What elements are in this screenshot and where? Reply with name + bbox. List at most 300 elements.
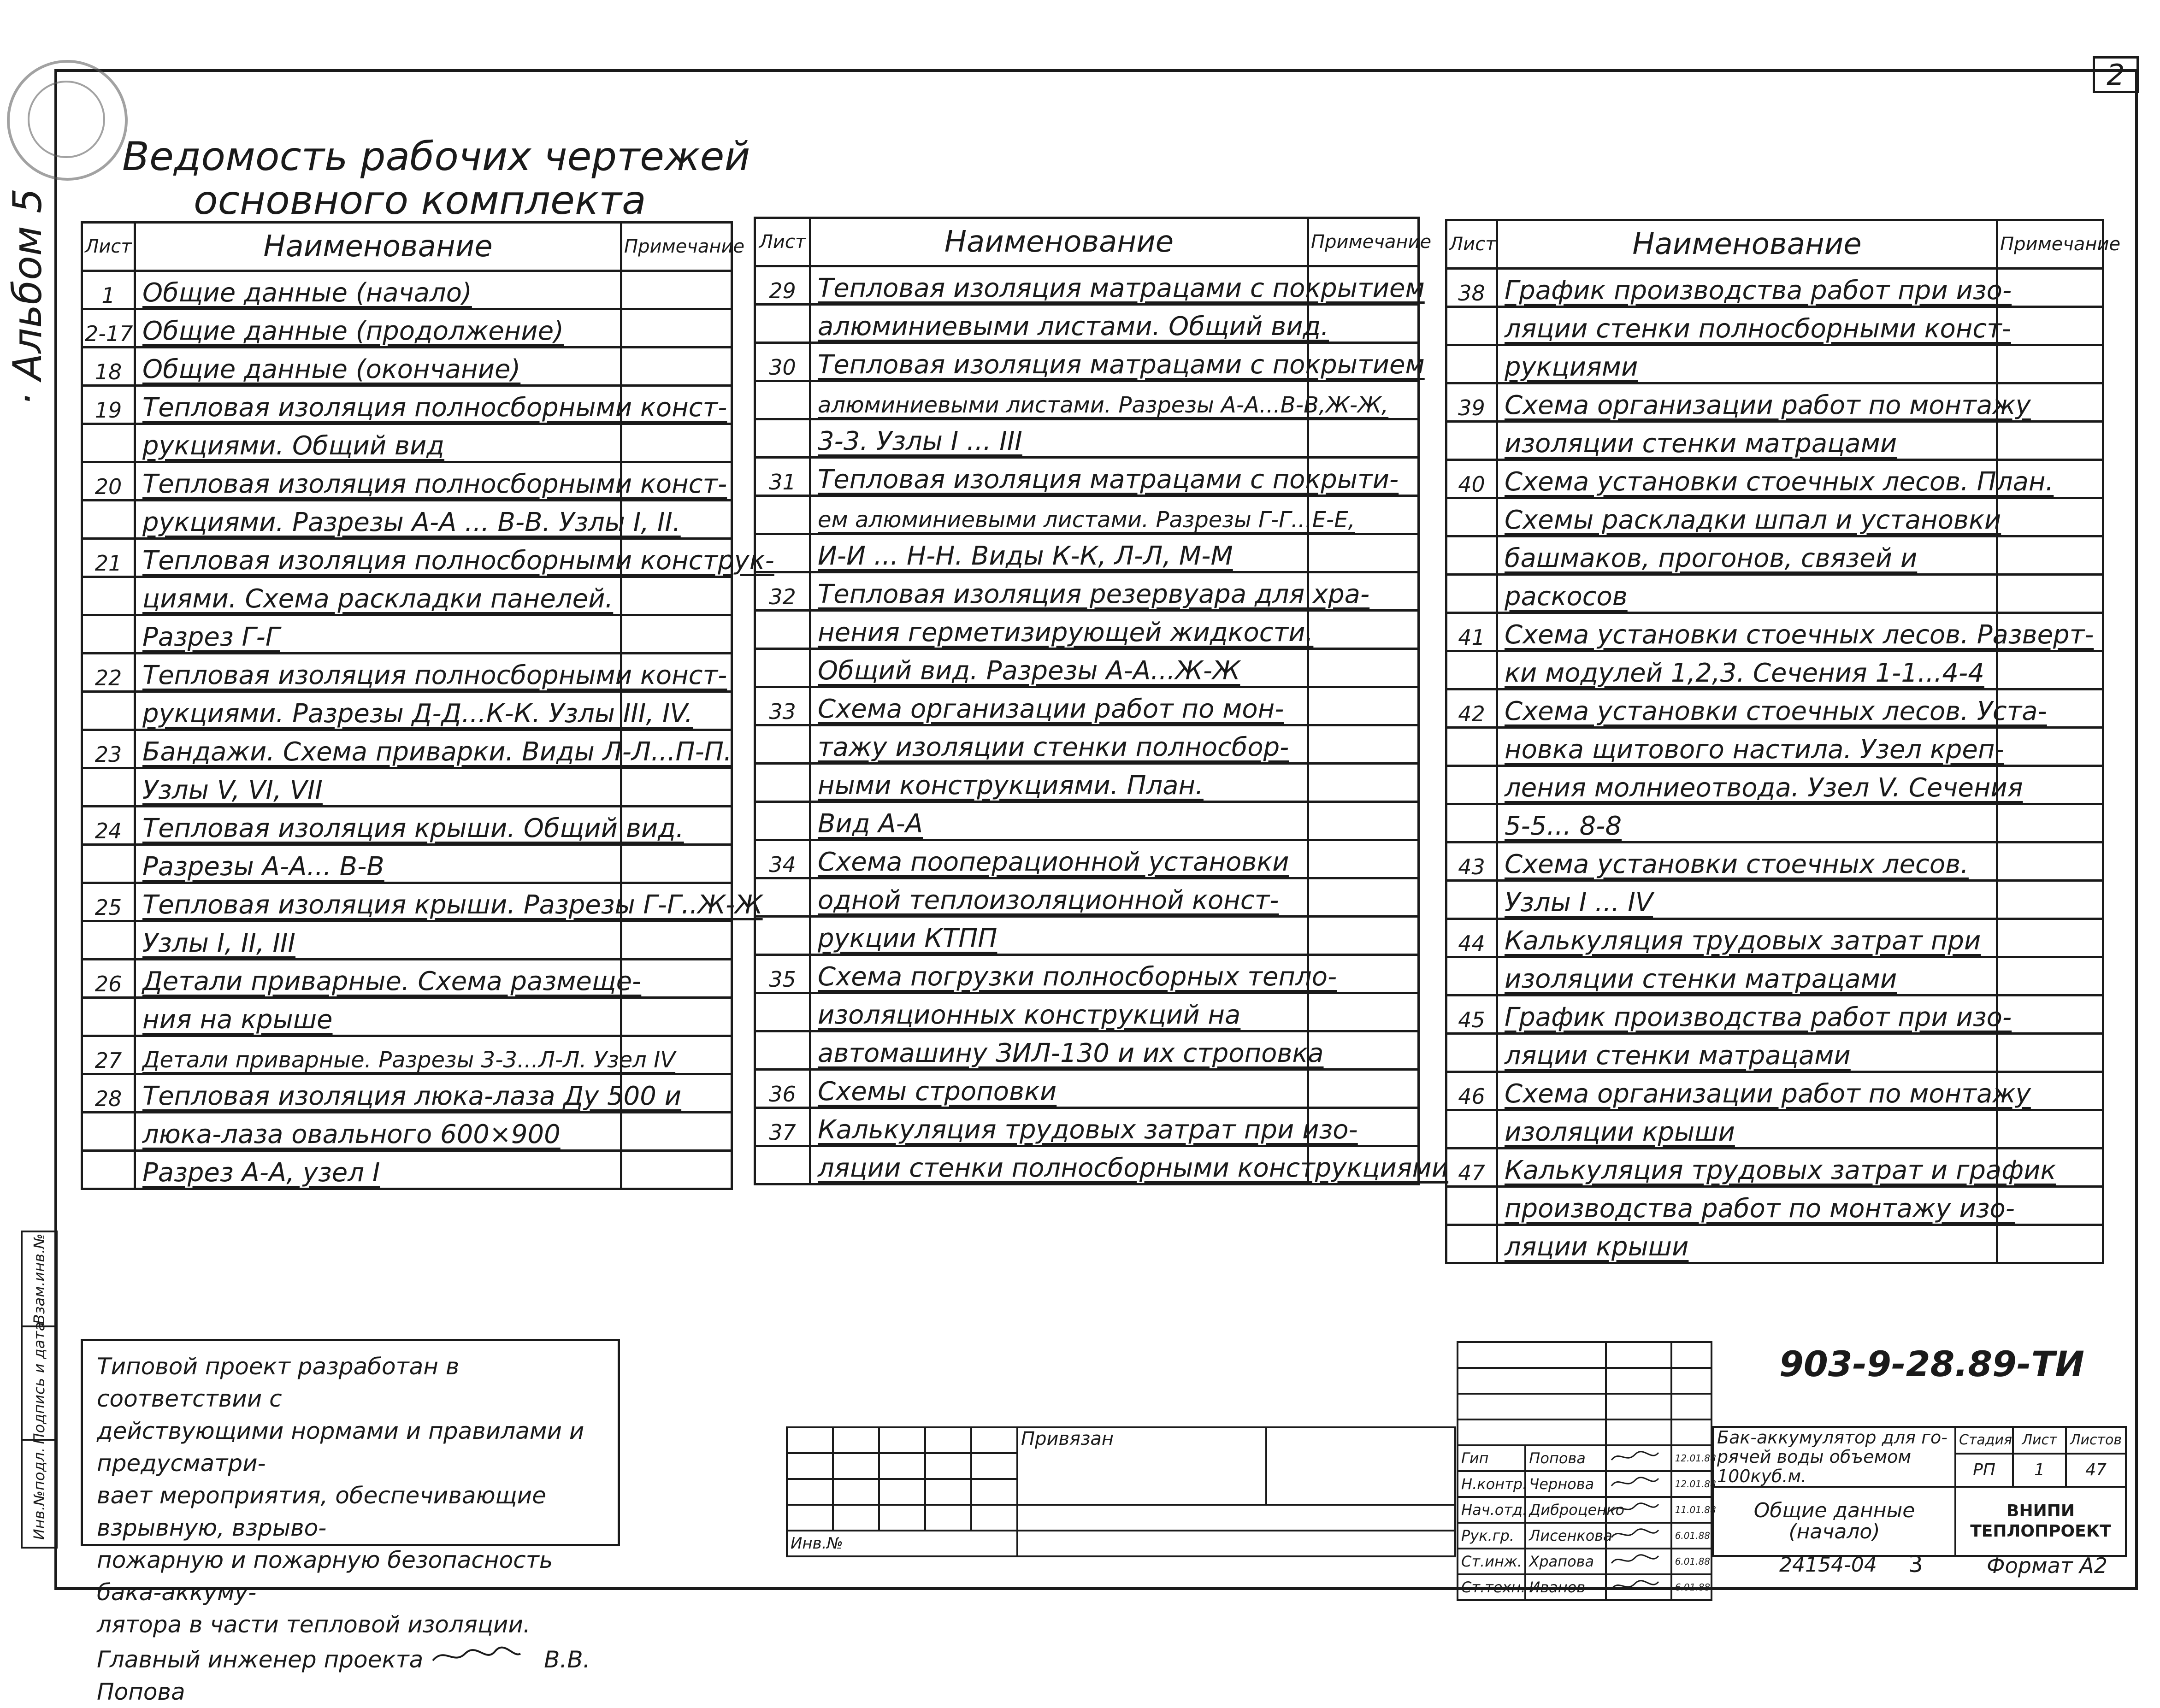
sheet-number: 34 bbox=[755, 840, 810, 878]
table-row bbox=[755, 802, 1419, 840]
approval-date: 6.01.88 bbox=[1671, 1549, 1711, 1574]
table-row bbox=[755, 993, 1419, 1031]
drawings-table-2 bbox=[754, 217, 1449, 1185]
sheet-note bbox=[1308, 419, 1419, 458]
sheet-title: Узлы I, II, III bbox=[135, 921, 621, 960]
sheet-number bbox=[1446, 536, 1497, 575]
table-row bbox=[755, 878, 1419, 917]
sheet-number bbox=[755, 878, 810, 917]
sheet-title: Тепловая изоляция полносборными конструк- bbox=[135, 539, 621, 577]
organization-line: ВНИПИ bbox=[2007, 1502, 2075, 1520]
sheet-note bbox=[1308, 611, 1419, 649]
sheet-title: Калькуляция трудовых затрат при изо- bbox=[810, 1108, 1308, 1146]
approval-role: Н.контр. bbox=[1458, 1471, 1525, 1497]
table-row bbox=[1446, 345, 2103, 383]
sheet-number: 37 bbox=[755, 1108, 810, 1146]
chief-engineer-signature-line bbox=[97, 1643, 611, 1708]
note-line: Типовой проект разработан в соответствии с bbox=[97, 1353, 460, 1412]
sheet-title: Схемы раскладки шпал и установки bbox=[1497, 498, 1997, 536]
approval-role: Ст.инж. bbox=[1458, 1549, 1525, 1574]
sheet-note bbox=[1997, 995, 2103, 1034]
table-row bbox=[1446, 307, 2103, 345]
sheet-title: ляции стенки полносборными конструкциями bbox=[810, 1146, 1308, 1184]
sheet-title: Схема организации работ по мон- bbox=[810, 687, 1308, 725]
sheet-title-cell bbox=[1713, 1487, 1955, 1556]
sheet-number: 43 bbox=[1446, 842, 1497, 881]
approval-name: Храпова bbox=[1525, 1549, 1606, 1574]
sheet-number: 20 bbox=[82, 462, 135, 501]
table-row bbox=[1446, 728, 2103, 766]
header-note: Примечание bbox=[1997, 220, 2103, 269]
table-row bbox=[1446, 498, 2103, 536]
sheet-title: Схемы строповки bbox=[810, 1070, 1308, 1108]
sheet-title: Схема организации работ по монтажу bbox=[1497, 383, 1997, 422]
sheet-title: Разрез А-А, узел I bbox=[135, 1151, 621, 1189]
table-row bbox=[82, 577, 732, 615]
table-row bbox=[82, 386, 732, 424]
sheet-note bbox=[621, 998, 732, 1036]
sheet-number bbox=[1446, 1225, 1497, 1263]
sheet-note bbox=[621, 1151, 732, 1189]
table-row bbox=[755, 687, 1419, 725]
sheet-number bbox=[82, 845, 135, 883]
approval-row bbox=[1458, 1523, 1711, 1549]
approval-date: 12.01.88 bbox=[1671, 1445, 1711, 1471]
approval-name: Диброценко bbox=[1525, 1497, 1606, 1523]
sheet-title: 3-3. Узлы I ... III bbox=[810, 419, 1308, 458]
sheet-number bbox=[1446, 1034, 1497, 1072]
table-row bbox=[82, 921, 732, 960]
sheet-title: Детали приварные. Схема размеще- bbox=[135, 960, 621, 998]
title-block-grid bbox=[1457, 1341, 1716, 1601]
sheet-number bbox=[1446, 575, 1497, 613]
header-note: Примечание bbox=[621, 223, 732, 271]
note-line: вает мероприятия, обеспечивающие взрывную, взрыво- bbox=[97, 1482, 546, 1541]
sheet-note bbox=[1308, 878, 1419, 917]
sheet-number: 19 bbox=[82, 386, 135, 424]
sheet-number bbox=[755, 419, 810, 458]
table-row bbox=[755, 1070, 1419, 1108]
sheet-title: Схема погрузки полносборных тепло- bbox=[810, 955, 1308, 993]
signature-icon bbox=[1606, 1549, 1671, 1574]
table-row bbox=[755, 649, 1419, 687]
table-row bbox=[1446, 536, 2103, 575]
sheet-title: Вид А-А bbox=[810, 802, 1308, 840]
sheet-note bbox=[1997, 498, 2103, 536]
sheet-note bbox=[1308, 764, 1419, 802]
sheet-note bbox=[621, 615, 732, 654]
sheet-title: Тепловая изоляция резервуара для хра- bbox=[810, 572, 1308, 611]
sheet-title: Тепловая изоляция крыши. Общий вид. bbox=[135, 807, 621, 845]
table-row bbox=[1446, 1110, 2103, 1148]
table-row bbox=[1446, 1148, 2103, 1187]
sheet-title: ляции стенки матрацами bbox=[1497, 1034, 1997, 1072]
stage-value: РП bbox=[1955, 1454, 2013, 1487]
sheet-title: Тепловая изоляция крыши. Разрезы Г-Г..Ж-Ж bbox=[135, 883, 621, 921]
table-row bbox=[1446, 422, 2103, 460]
sheet-title: ки модулей 1,2,3. Сечения 1-1...4-4 bbox=[1497, 651, 1997, 689]
sheet-note bbox=[621, 768, 732, 807]
sheet-number: 36 bbox=[755, 1070, 810, 1108]
sheet-title: ными конструкциями. План. bbox=[810, 764, 1308, 802]
sheet-number: 18 bbox=[82, 347, 135, 386]
sheet-note bbox=[1997, 307, 2103, 345]
sheet-title: Узлы V, VI, VII bbox=[135, 768, 621, 807]
side-cell bbox=[21, 1231, 58, 1327]
side-stamp-block bbox=[21, 1231, 58, 1549]
sheet-note bbox=[1997, 919, 2103, 957]
table-row bbox=[1446, 1225, 2103, 1263]
sheet-number bbox=[82, 692, 135, 730]
sheet-title: башмаков, прогонов, связей и bbox=[1497, 536, 1997, 575]
sheet-number bbox=[82, 1151, 135, 1189]
side-cell bbox=[21, 1439, 58, 1549]
sheet-title: рукции КТПП bbox=[810, 917, 1308, 955]
chief-engineer-name: В.В. Попова bbox=[97, 1646, 590, 1705]
sheet-value: 1 bbox=[2013, 1454, 2066, 1487]
sheet-number: 24 bbox=[82, 807, 135, 845]
table-row bbox=[755, 266, 1419, 305]
sheet-title: Общие данные (продолжение) bbox=[135, 309, 621, 347]
sheet-note bbox=[1308, 840, 1419, 878]
sheet-number bbox=[755, 1031, 810, 1070]
sheet-number bbox=[755, 725, 810, 764]
page-subtitle: основного комплекта bbox=[194, 177, 646, 224]
sheet-note bbox=[1308, 802, 1419, 840]
signature-icon bbox=[431, 1643, 537, 1676]
sheet-number: 46 bbox=[1446, 1072, 1497, 1110]
sheet-number bbox=[755, 993, 810, 1031]
table-row bbox=[755, 725, 1419, 764]
note-line: пожарную и пожарную безопасность бака-аккуму- bbox=[97, 1547, 553, 1606]
sheet-note bbox=[1997, 1110, 2103, 1148]
sheet-title: ляции стенки полносборными конст- bbox=[1497, 307, 1997, 345]
sheet-note bbox=[1308, 687, 1419, 725]
sheet-number bbox=[1446, 804, 1497, 842]
object-name-line: Бак-аккумулятор для го- bbox=[1717, 1427, 1948, 1448]
table-row bbox=[755, 572, 1419, 611]
sheet-number: 29 bbox=[755, 266, 810, 305]
sheet-title: И-И ... Н-Н. Виды К-К, Л-Л, М-М bbox=[810, 534, 1308, 572]
sheet-number bbox=[1446, 881, 1497, 919]
sheet-title: рукциями bbox=[1497, 345, 1997, 383]
sheet-title: Тепловая изоляция полносборными конст- bbox=[135, 386, 621, 424]
sheet-note bbox=[1308, 917, 1419, 955]
signature-icon bbox=[1606, 1497, 1671, 1523]
table-row bbox=[82, 1113, 732, 1151]
sheet-number bbox=[1446, 345, 1497, 383]
sheet-title: График производства работ при изо- bbox=[1497, 995, 1997, 1034]
sheet-title: производства работ по монтажу изо- bbox=[1497, 1187, 1997, 1225]
table-row bbox=[1446, 995, 2103, 1034]
table-row bbox=[1446, 689, 2103, 728]
approval-role: Рук.гр. bbox=[1458, 1523, 1525, 1549]
table-row bbox=[82, 615, 732, 654]
sheet-header: Лист bbox=[2013, 1427, 2066, 1454]
table-row bbox=[1446, 1187, 2103, 1225]
sheet-number: 27 bbox=[82, 1036, 135, 1074]
table-row bbox=[755, 305, 1419, 343]
sheet-number bbox=[755, 917, 810, 955]
table-row bbox=[82, 845, 732, 883]
binding-block bbox=[786, 1426, 1456, 1557]
sheet-note bbox=[1997, 842, 2103, 881]
sheet-number bbox=[755, 305, 810, 343]
sheet-title: 5-5... 8-8 bbox=[1497, 804, 1997, 842]
sheet-number: 33 bbox=[755, 687, 810, 725]
sheet-note bbox=[621, 577, 732, 615]
table-row bbox=[755, 381, 1419, 419]
sheet-number bbox=[755, 649, 810, 687]
approval-date: 6.01.88 bbox=[1671, 1523, 1711, 1549]
table-row bbox=[755, 419, 1419, 458]
note-line: действующими нормами и правилами и предусматри- bbox=[97, 1418, 584, 1477]
table-row bbox=[1446, 957, 2103, 995]
approval-row bbox=[1458, 1471, 1711, 1497]
sheet-title: автомашину ЗИЛ-130 и их строповка bbox=[810, 1031, 1308, 1070]
chief-engineer-role: Главный инженер проекта bbox=[97, 1646, 424, 1673]
archive-number: 24154-04 bbox=[1779, 1553, 1877, 1577]
table-row bbox=[1446, 842, 2103, 881]
approval-name: Попова bbox=[1525, 1445, 1606, 1471]
table-row bbox=[755, 917, 1419, 955]
approval-role: Гип bbox=[1458, 1445, 1525, 1471]
sheet-title: Схема организации работ по монтажу bbox=[1497, 1072, 1997, 1110]
signature-icon bbox=[1606, 1471, 1671, 1497]
table-row bbox=[1446, 651, 2103, 689]
footer-sheet: 3 bbox=[1908, 1551, 1923, 1578]
sheet-title: алюминиевыми листами. Разрезы А-А...В-В,Ж-Ж, bbox=[810, 381, 1308, 419]
table-row bbox=[82, 807, 732, 845]
sheet-number bbox=[1446, 422, 1497, 460]
approval-name: Чернова bbox=[1525, 1471, 1606, 1497]
sheet-note bbox=[621, 271, 732, 309]
sheet-number bbox=[1446, 957, 1497, 995]
sheet-number bbox=[1446, 766, 1497, 804]
table-row bbox=[1446, 1072, 2103, 1110]
approval-role: Нач.отд. bbox=[1458, 1497, 1525, 1523]
sheet-title: Схема установки стоечных лесов. bbox=[1497, 842, 1997, 881]
note-line: лятора в части тепловой изоляции. bbox=[97, 1611, 531, 1638]
table-row bbox=[82, 424, 732, 462]
header-num: Лист bbox=[755, 218, 810, 266]
sheet-title: Тепловая изоляция полносборными конст- bbox=[135, 462, 621, 501]
sheet-note bbox=[1997, 1034, 2103, 1072]
table-row bbox=[755, 534, 1419, 572]
sheet-title: ния на крыше bbox=[135, 998, 621, 1036]
sheet-title-line: (начало) bbox=[1788, 1520, 1880, 1543]
sheet-number bbox=[755, 764, 810, 802]
approval-name: Иванов bbox=[1525, 1574, 1606, 1600]
sheet-note bbox=[1308, 725, 1419, 764]
sheet-number: 28 bbox=[82, 1074, 135, 1113]
sheet-number bbox=[82, 768, 135, 807]
sheet-number bbox=[82, 615, 135, 654]
side-cell bbox=[21, 1322, 58, 1444]
table-row bbox=[1446, 804, 2103, 842]
sheet-title-line: Общие данные bbox=[1753, 1499, 1915, 1522]
sheet-note bbox=[1997, 575, 2103, 613]
table-row bbox=[755, 1031, 1419, 1070]
side-label: Подпись и дата bbox=[30, 1322, 48, 1444]
sheet-note bbox=[1997, 804, 2103, 842]
table-row bbox=[82, 960, 732, 998]
sheet-number: 41 bbox=[1446, 613, 1497, 651]
sheets-header: Листов bbox=[2066, 1427, 2126, 1454]
sheet-title: Калькуляция трудовых затрат при bbox=[1497, 919, 1997, 957]
sheet-note bbox=[621, 845, 732, 883]
sheet-number: 22 bbox=[82, 654, 135, 692]
approval-role: Ст.техн. bbox=[1458, 1574, 1525, 1600]
table-row bbox=[755, 496, 1419, 534]
sheet-note bbox=[621, 309, 732, 347]
sheet-title: Бандажи. Схема приварки. Виды Л-Л...П-П. bbox=[135, 730, 621, 768]
table-row bbox=[1446, 613, 2103, 651]
sheet-title: Калькуляция трудовых затрат и график bbox=[1497, 1148, 1997, 1187]
sheet-number bbox=[1446, 1187, 1497, 1225]
sheet-title: люка-лаза овального 600×900 bbox=[135, 1113, 621, 1151]
sheet-number bbox=[755, 381, 810, 419]
drawings-table-3 bbox=[1445, 219, 2121, 1264]
binding-label: Привязан bbox=[1017, 1427, 1266, 1505]
sheet-number: 21 bbox=[82, 539, 135, 577]
sheet-title: Схема установки стоечных лесов. Разверт- bbox=[1497, 613, 1997, 651]
table-row bbox=[82, 462, 732, 501]
sheet-number: 2-17 bbox=[82, 309, 135, 347]
sheet-number bbox=[82, 1113, 135, 1151]
sheet-note bbox=[1308, 993, 1419, 1031]
table-row bbox=[82, 501, 732, 539]
sheet-title: Тепловая изоляция матрацами с покрытием bbox=[810, 343, 1308, 381]
table-row bbox=[1446, 575, 2103, 613]
sheet-number: 35 bbox=[755, 955, 810, 993]
sheet-number bbox=[1446, 728, 1497, 766]
organization-cell bbox=[1955, 1487, 2126, 1556]
sheet-number bbox=[1446, 498, 1497, 536]
sheet-title: ляции крыши bbox=[1497, 1225, 1997, 1263]
table-row bbox=[82, 768, 732, 807]
sheet-note bbox=[1997, 651, 2103, 689]
sheet-number bbox=[755, 802, 810, 840]
sheet-note bbox=[1997, 1225, 2103, 1263]
inventory-label: Инв.№ bbox=[787, 1531, 1017, 1556]
sheet-note bbox=[1997, 536, 2103, 575]
sheet-number bbox=[755, 611, 810, 649]
page-number: 2 bbox=[2093, 56, 2139, 93]
sheet-number: 45 bbox=[1446, 995, 1497, 1034]
table-row bbox=[82, 1151, 732, 1189]
page-title: Ведомость рабочих чертежей bbox=[122, 134, 750, 180]
signature-icon bbox=[1606, 1445, 1671, 1471]
sheet-note bbox=[1308, 649, 1419, 687]
table-row bbox=[755, 764, 1419, 802]
header-name: Наименование bbox=[135, 223, 621, 271]
sheet-title: циями. Схема раскладки панелей. bbox=[135, 577, 621, 615]
sheet-title: изоляции стенки матрацами bbox=[1497, 957, 1997, 995]
sheet-title: Разрез Г-Г bbox=[135, 615, 621, 654]
sheet-number bbox=[755, 496, 810, 534]
object-name-cell bbox=[1713, 1427, 1955, 1487]
sheet-title: Схема установки стоечных лесов. План. bbox=[1497, 460, 1997, 498]
table-row bbox=[755, 1108, 1419, 1146]
sheets-value: 47 bbox=[2066, 1454, 2126, 1487]
sheet-note bbox=[1997, 269, 2103, 307]
header-note: Примечание bbox=[1308, 218, 1419, 266]
sheet-title: Тепловая изоляция матрацами с покрытием bbox=[810, 266, 1308, 305]
header-name: Наименование bbox=[810, 218, 1308, 266]
sheet-number: 1 bbox=[82, 271, 135, 309]
table-row bbox=[1446, 881, 2103, 919]
sheet-note bbox=[621, 424, 732, 462]
round-stamp-inner-icon bbox=[28, 81, 105, 158]
sheet-number: 32 bbox=[755, 572, 810, 611]
sheet-title: Схема пооперационной установки bbox=[810, 840, 1308, 878]
sheet-number: 47 bbox=[1446, 1148, 1497, 1187]
sheet-note bbox=[1308, 1070, 1419, 1108]
sheet-note bbox=[1997, 881, 2103, 919]
approval-row bbox=[1458, 1549, 1711, 1574]
sheet-title: раскосов bbox=[1497, 575, 1997, 613]
sheet-number: 30 bbox=[755, 343, 810, 381]
table-row bbox=[1446, 383, 2103, 422]
sheet-number: 39 bbox=[1446, 383, 1497, 422]
sheet-note bbox=[621, 347, 732, 386]
sheet-title: нения герметизирующей жидкости. bbox=[810, 611, 1308, 649]
sheet-title: Общие данные (окончание) bbox=[135, 347, 621, 386]
table-row bbox=[82, 1036, 732, 1074]
table-row bbox=[82, 730, 732, 768]
table-row bbox=[82, 654, 732, 692]
sheet-number bbox=[82, 501, 135, 539]
sheet-title: рукциями. Общий вид bbox=[135, 424, 621, 462]
sheet-number: 44 bbox=[1446, 919, 1497, 957]
approval-name: Лисенкова bbox=[1525, 1523, 1606, 1549]
sheet-number: 26 bbox=[82, 960, 135, 998]
approval-date: 6.01.88 bbox=[1671, 1574, 1711, 1600]
sheet-number: 23 bbox=[82, 730, 135, 768]
approval-row bbox=[1458, 1445, 1711, 1471]
table-row bbox=[755, 1146, 1419, 1184]
table-row bbox=[755, 458, 1419, 496]
sheet-note bbox=[1997, 728, 2103, 766]
signature-icon bbox=[1606, 1523, 1671, 1549]
table-row bbox=[755, 343, 1419, 381]
side-label: Инв.№подл. bbox=[30, 1447, 48, 1540]
sheet-title: Общий вид. Разрезы А-А...Ж-Ж bbox=[810, 649, 1308, 687]
sheet-title: изоляционных конструкций на bbox=[810, 993, 1308, 1031]
sheet-title: новка щитового настила. Узел креп- bbox=[1497, 728, 1997, 766]
sheet-number bbox=[82, 577, 135, 615]
header-name: Наименование bbox=[1497, 220, 1997, 269]
sheet-number bbox=[1446, 307, 1497, 345]
table-row bbox=[82, 1074, 732, 1113]
sheet-number bbox=[755, 1146, 810, 1184]
sheet-title: ления молниеотвода. Узел V. Сечения bbox=[1497, 766, 1997, 804]
project-note bbox=[81, 1339, 620, 1705]
stage-header: Стадия bbox=[1955, 1427, 2013, 1454]
drawings-table-1 bbox=[81, 221, 774, 1190]
sheet-note bbox=[1308, 1031, 1419, 1070]
sheet-note bbox=[621, 921, 732, 960]
sheet-title: Тепловая изоляция матрацами с покрыти- bbox=[810, 458, 1308, 496]
table-row bbox=[82, 271, 732, 309]
sheet-title: рукциями. Разрезы Д-Д...К-К. Узлы III, IV. bbox=[135, 692, 621, 730]
sheet-title: изоляции стенки матрацами bbox=[1497, 422, 1997, 460]
sheet-number bbox=[82, 998, 135, 1036]
sheet-title: Общие данные (начало) bbox=[135, 271, 621, 309]
sheet-note bbox=[1997, 345, 2103, 383]
sheet-number: 40 bbox=[1446, 460, 1497, 498]
